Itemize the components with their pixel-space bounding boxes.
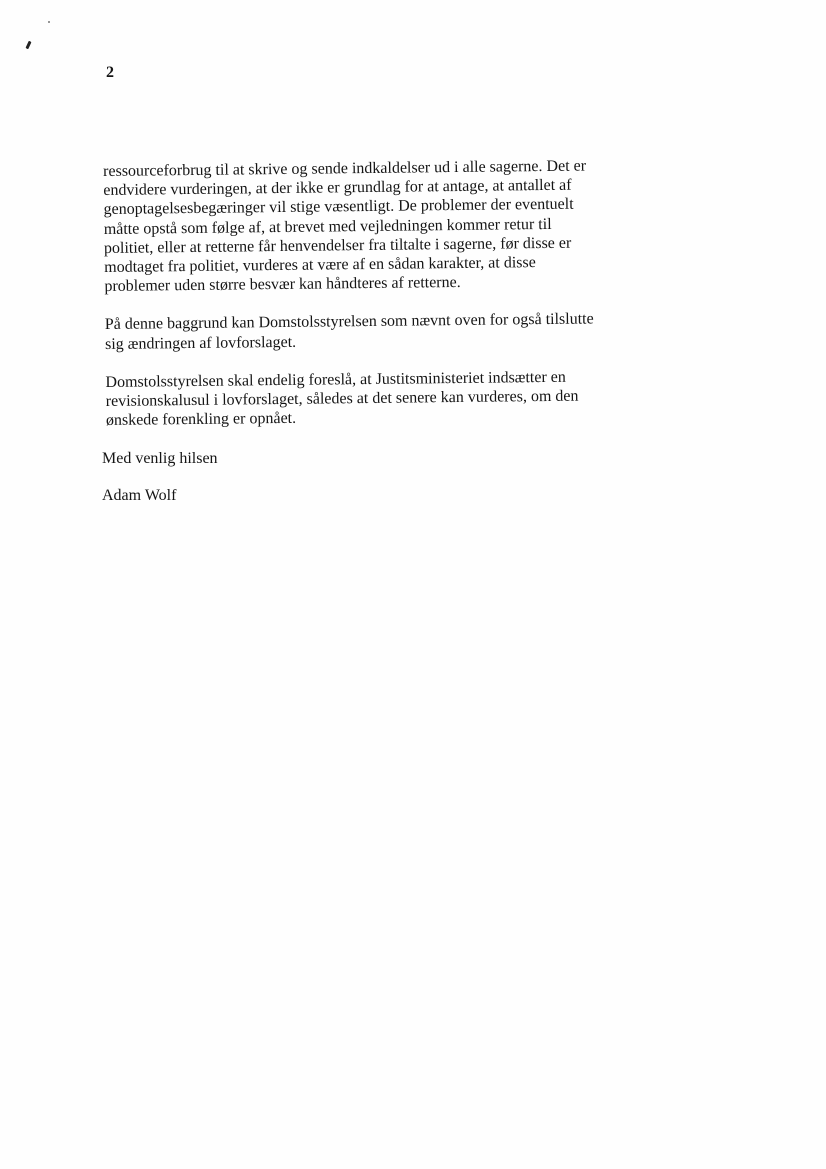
text-line: modtaget fra politiet, vurderes at være af en sådan karakter, at disse xyxy=(104,254,536,277)
letter-body xyxy=(103,156,646,431)
text-line: Domstolsstyrelsen skal endelig foreslå, at Justitsministeriet indsætter en xyxy=(105,368,566,391)
page-number: 2 xyxy=(106,64,114,81)
text-line: problemer uden større besvær kan håndteres af retterne. xyxy=(104,274,461,296)
text-line: revisionskalusul i lovforslaget, således at det senere kan vurderes, om den xyxy=(105,387,579,411)
signature-name: Adam Wolf xyxy=(102,487,177,504)
text-line: ønskede forenkling er opnået. xyxy=(105,410,297,430)
closing-salutation: Med venlig hilsen xyxy=(102,450,218,467)
text-line: måtte opstå som følge af, at brevet med vejledningen kommer retur til xyxy=(103,215,552,238)
text-line: sig ændringen af lovforslaget. xyxy=(104,333,297,353)
scan-pen-mark xyxy=(25,41,31,50)
scan-speck xyxy=(48,21,50,23)
text-line: På denne baggrund kan Domstolsstyrelsen som nævnt oven for også tilslutte xyxy=(104,310,594,334)
text-line: ressourceforbrug til at skrive og sende indkaldelser ud i alle sagerne. Det er xyxy=(103,157,587,180)
text-line: politiet, eller at retterne får henvendelser fra tiltalte i sagerne, før disse er xyxy=(103,234,572,257)
text-line: genoptagelsesbegæringer vil stige væsentligt. De problemer der eventuelt xyxy=(103,196,574,219)
paragraph-support xyxy=(105,309,645,354)
paragraph-assessment xyxy=(103,156,644,297)
text-line: endvidere vurderingen, at der ikke er grundlag for at antage, at antallet af xyxy=(103,176,572,200)
paragraph-revision-clause xyxy=(105,367,646,431)
